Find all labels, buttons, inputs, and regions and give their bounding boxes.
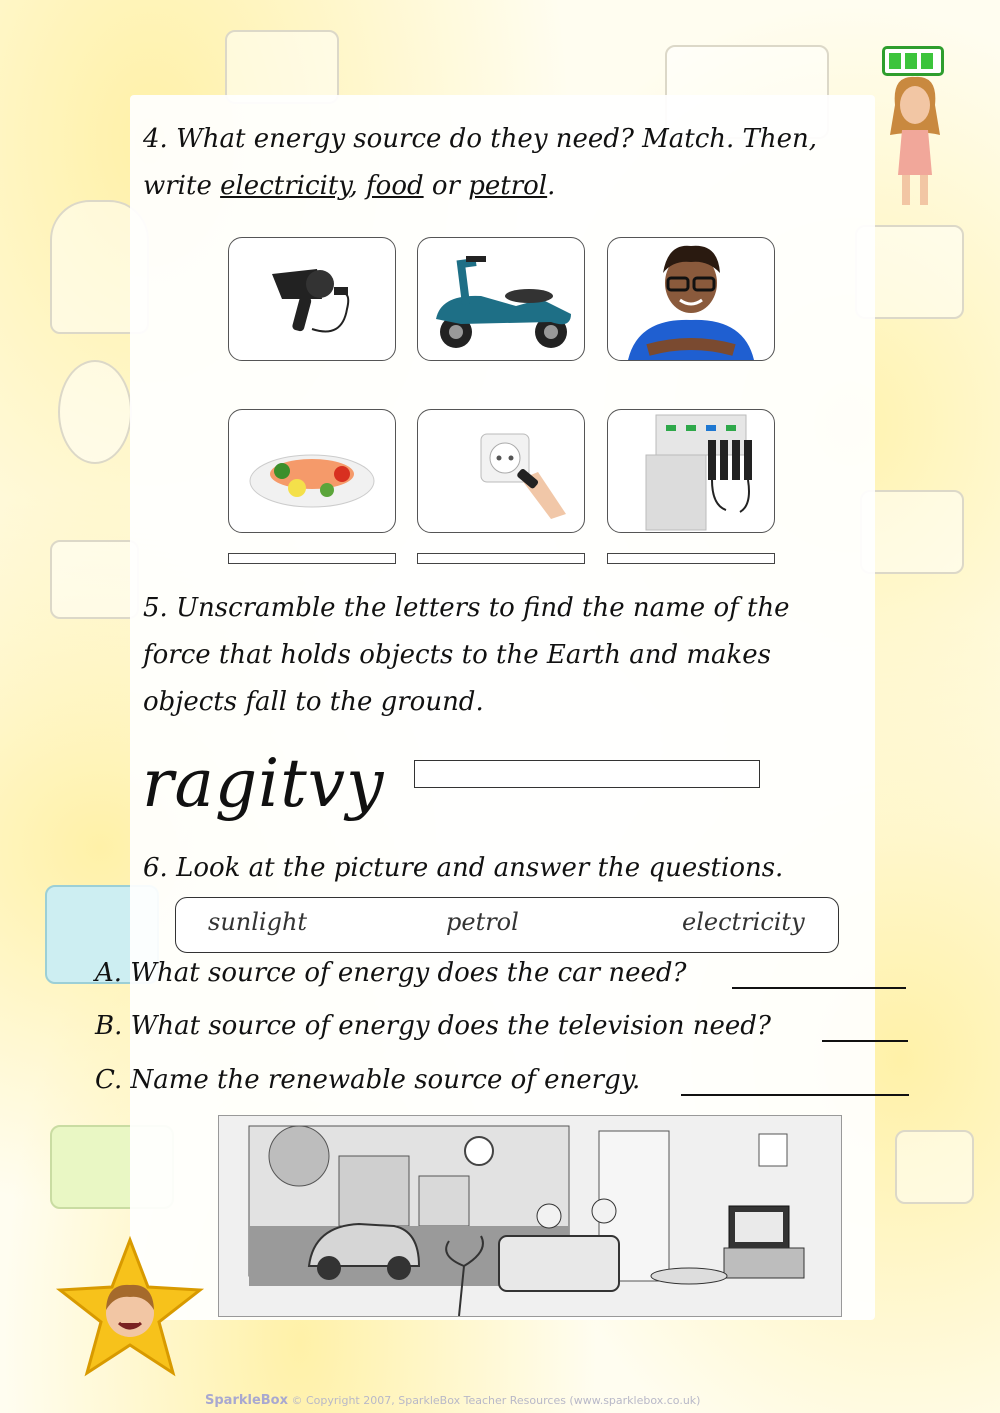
answer-line-2[interactable] (417, 553, 585, 564)
answer-line-3[interactable] (607, 553, 775, 564)
image-boy[interactable] (607, 237, 775, 361)
socket-outline (225, 30, 339, 104)
boy-icon (608, 238, 774, 360)
petrol-pump-icon (616, 410, 766, 532)
image-plug-socket[interactable] (417, 409, 585, 533)
question-6a: A. What source of energy does the car need? (95, 958, 687, 988)
scrambled-word: ragitvy (142, 745, 385, 822)
question-5-line2: force that holds objects to the Earth and makes (143, 640, 772, 670)
word-bank-item: sunlight (208, 908, 308, 936)
star-avatar-icon (55, 1235, 205, 1380)
q4-text: write (143, 171, 221, 201)
question-5-line3: objects fall to the ground. (143, 687, 484, 717)
copyright-footer (205, 1393, 700, 1408)
image-scooter[interactable] (417, 237, 585, 361)
word-petrol: petrol (468, 171, 548, 201)
battery-icon (882, 46, 944, 76)
q4-sep: or (423, 171, 469, 201)
bulb-outline (58, 360, 132, 464)
computer-outline (50, 540, 139, 619)
question-6b: B. What source of energy does the television need? (95, 1011, 771, 1041)
copyright-text: © Copyright 2007, SparkleBox Teacher Resources (www.sparklebox.co.uk) (291, 1394, 701, 1407)
hair-dryer-icon (252, 254, 372, 344)
question-6-title: 6. Look at the picture and answer the questions. (143, 853, 784, 883)
answer-blank-a[interactable] (732, 987, 906, 989)
word-bank (175, 897, 839, 953)
word-electricity: electricity (220, 171, 350, 201)
teacher-avatar (880, 75, 950, 210)
question-4-line2 (143, 163, 555, 210)
question-5-line1: 5. Unscramble the letters to find the name of the (143, 593, 790, 623)
q4-end: . (547, 171, 556, 201)
scooter-icon (421, 244, 581, 354)
tv-outline (860, 490, 964, 574)
image-food-plate[interactable] (228, 409, 396, 533)
question-6c: C. Name the renewable source of energy. (95, 1065, 641, 1095)
food-plate-icon (242, 426, 382, 516)
image-petrol-pump[interactable] (607, 409, 775, 533)
answer-blank-c[interactable] (681, 1094, 909, 1096)
answer-blank-b[interactable] (822, 1040, 908, 1042)
sparklebox-brand: SparkleBox (205, 1393, 288, 1408)
lamp-outline (895, 1130, 974, 1204)
plug-socket-icon (426, 414, 576, 529)
image-hair-dryer[interactable] (228, 237, 396, 361)
word-food: food (366, 171, 424, 201)
q4-sep: , (349, 171, 367, 201)
scramble-answer-box[interactable] (414, 760, 760, 788)
answer-line-1[interactable] (228, 553, 396, 564)
word-bank-item: electricity (682, 908, 805, 936)
question-4-line1: 4. What energy source do they need? Match. Then, (143, 124, 818, 154)
living-room-scene (218, 1115, 842, 1317)
word-bank-item: petrol (446, 908, 519, 936)
